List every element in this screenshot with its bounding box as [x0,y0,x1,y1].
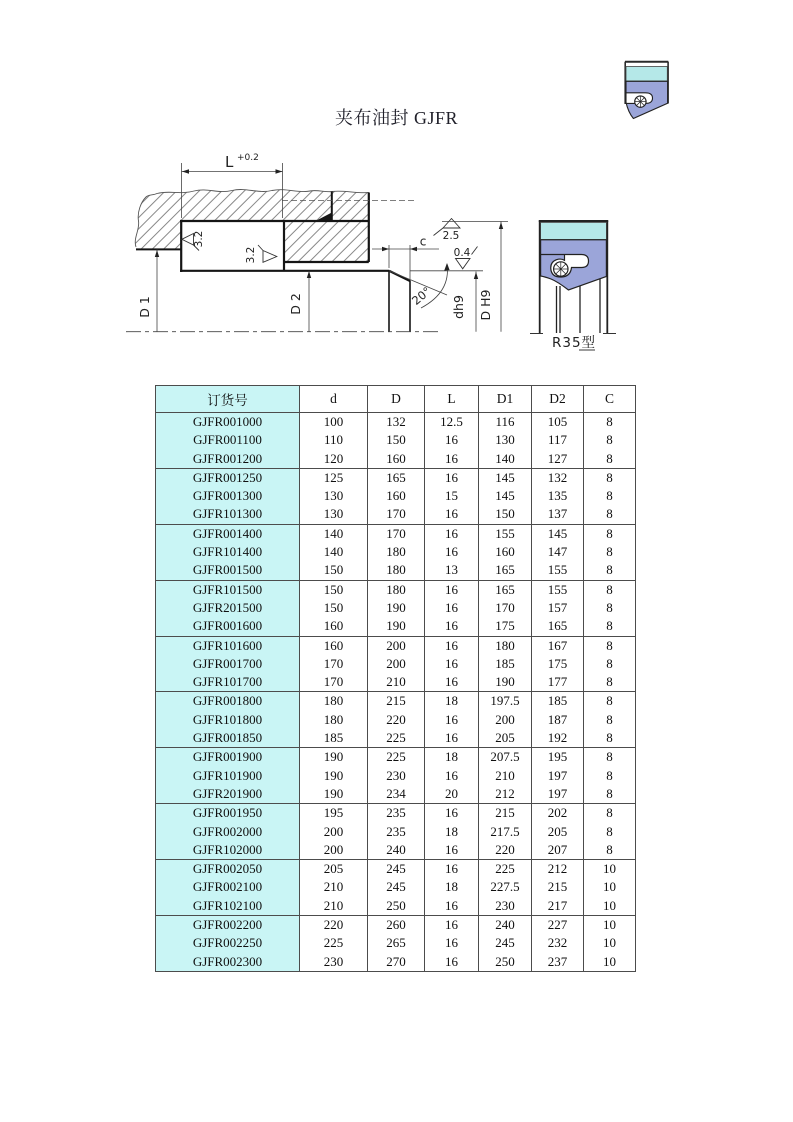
dimension-value-cell: 212 [532,860,584,879]
dimension-value-cell: 265 [368,934,425,952]
dimension-value-cell: 185 [479,655,532,673]
dimension-value-cell: 170 [368,524,425,543]
dimension-value-cell: 157 [532,599,584,617]
dimension-value-cell: 190 [300,767,368,785]
header-order-number: 订货号 [156,386,300,413]
dimension-value-cell: 160 [300,617,368,636]
dimension-value-cell: 225 [300,934,368,952]
table-row [156,823,636,841]
dimension-value-cell: 16 [425,729,479,748]
order-number-cell: GJFR102000 [156,841,300,860]
dimension-value-cell: 245 [368,860,425,879]
dimension-value-cell: 8 [584,580,636,599]
dimension-value-cell: 10 [584,878,636,896]
dimension-value-cell: 195 [532,748,584,767]
dimension-value-cell: 16 [425,655,479,673]
dimension-value-cell: 260 [368,916,425,935]
table-row [156,543,636,561]
dimension-value-cell: 18 [425,878,479,896]
dimension-value-cell: 16 [425,934,479,952]
roughness-groove-bottom [245,245,277,263]
dimension-value-cell: 150 [300,599,368,617]
order-number-cell: GJFR201500 [156,599,300,617]
dimension-value-cell: 190 [300,785,368,804]
dimension-value-cell: 8 [584,599,636,617]
svg-text:dh9: dh9 [451,295,466,319]
dimension-value-cell: 8 [584,748,636,767]
order-number-cell: GJFR001400 [156,524,300,543]
table-row [156,785,636,804]
dimension-value-cell: 234 [368,785,425,804]
table-body [156,413,636,972]
table-row [156,860,636,879]
dimension-value-cell: 200 [300,841,368,860]
svg-text:3.2: 3.2 [193,230,205,248]
dimension-value-cell: 18 [425,823,479,841]
order-number-cell: GJFR001300 [156,487,300,505]
dimension-value-cell: 235 [368,823,425,841]
dimension-value-cell: 105 [532,413,584,432]
dimension-value-cell: 145 [479,468,532,487]
dimension-value-cell: 170 [300,655,368,673]
dimension-value-cell: 205 [300,860,368,879]
dimension-value-cell: 132 [532,468,584,487]
page-title: 夹布油封 GJFR [334,108,459,128]
dimension-value-cell: 8 [584,767,636,785]
dimension-value-cell: 16 [425,711,479,729]
dimension-value-cell: 185 [300,729,368,748]
dimension-value-cell: 16 [425,580,479,599]
dimension-value-cell: 125 [300,468,368,487]
dimension-value-cell: 185 [532,692,584,711]
table-row [156,692,636,711]
order-number-cell: GJFR101600 [156,636,300,655]
logo-fabric-band [626,67,667,82]
table-row [156,878,636,896]
dimension-value-cell: 190 [479,673,532,692]
dimension-value-cell: 205 [532,823,584,841]
dimension-value-cell: 16 [425,599,479,617]
order-number-cell: GJFR001100 [156,431,300,449]
order-number-cell: GJFR001200 [156,450,300,469]
seal-type-label: R35型 [551,335,597,351]
dimension-value-cell: 16 [425,860,479,879]
order-number-cell: GJFR001600 [156,617,300,636]
dimension-value-cell: 180 [300,692,368,711]
dimension-value-cell: 140 [300,524,368,543]
svg-text:D 1: D 1 [137,296,152,318]
dimension-value-cell: 225 [368,729,425,748]
seal-profile-r35 [530,221,616,352]
svg-text:2.5: 2.5 [442,230,460,242]
table-row [156,934,636,952]
table-row [156,431,636,449]
dimension-value-cell: 117 [532,431,584,449]
dimension-value-cell: 170 [479,599,532,617]
dimension-value-cell: 130 [479,431,532,449]
dimension-value-cell: 240 [368,841,425,860]
dimension-value-cell: 210 [479,767,532,785]
dimension-value-cell: 18 [425,748,479,767]
dimension-dh9 [451,272,478,332]
dimension-value-cell: 207.5 [479,748,532,767]
dimension-value-cell: 130 [300,487,368,505]
dimension-value-cell: 175 [532,655,584,673]
dimension-value-cell: 16 [425,636,479,655]
dimension-D2 [288,271,311,332]
dimension-value-cell: 170 [368,505,425,524]
order-number-cell: GJFR101300 [156,505,300,524]
spec-table [155,385,636,972]
dimension-value-cell: 135 [532,487,584,505]
dimension-value-cell: 16 [425,953,479,972]
dimension-value-cell: 227 [532,916,584,935]
dimension-value-cell: 170 [300,673,368,692]
dimension-value-cell: 200 [368,636,425,655]
dimension-value-cell: 200 [368,655,425,673]
seal-fabric-band [541,223,607,240]
dimension-value-cell: 225 [368,748,425,767]
dimension-value-cell: 150 [368,431,425,449]
table-row [156,413,636,432]
table-row [156,655,636,673]
dimension-value-cell: 8 [584,431,636,449]
table-row [156,524,636,543]
table-row [156,673,636,692]
dimension-value-cell: 190 [300,748,368,767]
table-row [156,953,636,972]
dimension-value-cell: 165 [368,468,425,487]
order-number-cell: GJFR001900 [156,748,300,767]
dimension-value-cell: 8 [584,561,636,580]
table-row [156,804,636,823]
dimension-value-cell: 110 [300,431,368,449]
dimension-value-cell: 187 [532,711,584,729]
order-number-cell: GJFR001250 [156,468,300,487]
seal-body [541,240,607,290]
order-number-cell: GJFR101400 [156,543,300,561]
table-row [156,450,636,469]
dimension-value-cell: 8 [584,413,636,432]
dimension-value-cell: 20 [425,785,479,804]
order-number-cell: GJFR101800 [156,711,300,729]
dimension-value-cell: 120 [300,450,368,469]
dimension-value-cell: 8 [584,692,636,711]
svg-text:20°: 20° [409,284,434,308]
order-number-cell: GJFR201900 [156,785,300,804]
dimension-value-cell: 16 [425,916,479,935]
dimension-value-cell: 8 [584,711,636,729]
dimension-value-cell: 197 [532,785,584,804]
table-row [156,841,636,860]
order-number-cell: GJFR002250 [156,934,300,952]
dimension-value-cell: 250 [368,897,425,916]
dimension-value-cell: 16 [425,543,479,561]
dimension-value-cell: 192 [532,729,584,748]
dimension-value-cell: 160 [368,487,425,505]
dimension-value-cell: 8 [584,823,636,841]
header-D2: D2 [532,386,584,413]
dimension-value-cell: 240 [479,916,532,935]
dimension-value-cell: 200 [300,823,368,841]
dimension-value-cell: 100 [300,413,368,432]
dimension-value-cell: 16 [425,450,479,469]
table-row [156,487,636,505]
order-number-cell: GJFR002000 [156,823,300,841]
header-L: L [425,386,479,413]
dimension-value-cell: 165 [479,561,532,580]
dimension-value-cell: 160 [300,636,368,655]
dimension-value-cell: 202 [532,804,584,823]
order-number-cell: GJFR002100 [156,878,300,896]
dimension-value-cell: 212 [479,785,532,804]
table-row [156,729,636,748]
dimension-value-cell: 8 [584,785,636,804]
dimension-value-cell: 8 [584,450,636,469]
dimension-value-cell: 215 [479,804,532,823]
dimension-value-cell: 167 [532,636,584,655]
header-C: C [584,386,636,413]
table-row [156,916,636,935]
dimension-value-cell: 10 [584,916,636,935]
dimension-value-cell: 235 [368,804,425,823]
dimension-value-cell: 155 [479,524,532,543]
oil-seal-logo-icon [617,55,679,127]
table-row [156,711,636,729]
dimension-value-cell: 132 [368,413,425,432]
order-number-cell: GJFR001000 [156,413,300,432]
dimension-value-cell: 16 [425,617,479,636]
dimension-value-cell: 230 [479,897,532,916]
dimension-value-cell: 145 [479,487,532,505]
dimension-value-cell: 205 [479,729,532,748]
dimension-value-cell: 217 [532,897,584,916]
dimension-value-cell: 245 [479,934,532,952]
logo-spring-cross [635,96,646,107]
dimension-value-cell: 18 [425,692,479,711]
dim-L-tolerance: +0.2 [237,153,259,163]
dimension-value-cell: 210 [300,897,368,916]
dimension-value-cell: 165 [479,580,532,599]
table-row [156,505,636,524]
dimension-value-cell: 8 [584,505,636,524]
dimension-value-cell: 10 [584,860,636,879]
dimension-value-cell: 155 [532,561,584,580]
dimension-value-cell: 8 [584,617,636,636]
dimension-value-cell: 160 [479,543,532,561]
dimension-D1 [137,250,159,332]
dimension-value-cell: 220 [300,916,368,935]
logo-seal-body [626,81,668,118]
header-D1: D1 [479,386,532,413]
table-row [156,561,636,580]
order-number-cell: GJFR002300 [156,953,300,972]
dimension-value-cell: 195 [300,804,368,823]
table-row [156,767,636,785]
order-number-cell: GJFR102100 [156,897,300,916]
table-row [156,599,636,617]
table-row [156,748,636,767]
order-number-cell: GJFR001700 [156,655,300,673]
dimension-value-cell: 15 [425,487,479,505]
dimension-value-cell: 16 [425,468,479,487]
order-number-cell: GJFR101900 [156,767,300,785]
order-number-cell: GJFR002050 [156,860,300,879]
dimension-value-cell: 8 [584,729,636,748]
order-number-cell: GJFR001500 [156,561,300,580]
roughness-shaft [454,247,478,269]
table-row [156,580,636,599]
roughness-groove-side [182,231,205,251]
dimension-value-cell: 150 [300,561,368,580]
dimension-value-cell: 197 [532,767,584,785]
dimension-value-cell: 215 [368,692,425,711]
dimension-value-cell: 237 [532,953,584,972]
dimension-value-cell: 200 [479,711,532,729]
dimension-value-cell: 8 [584,673,636,692]
dimension-value-cell: 150 [479,505,532,524]
dimension-value-cell: 175 [479,617,532,636]
dimension-value-cell: 220 [479,841,532,860]
dimension-value-cell: 225 [479,860,532,879]
dimension-value-cell: 10 [584,953,636,972]
table-row [156,617,636,636]
seal-spring-cross [554,262,568,276]
table-row [156,468,636,487]
dimension-value-cell: 8 [584,524,636,543]
dimension-value-cell: 180 [300,711,368,729]
dimension-value-cell: 210 [300,878,368,896]
svg-text:D H9: D H9 [478,289,493,321]
dimension-value-cell: 177 [532,673,584,692]
dimension-value-cell: 230 [368,767,425,785]
order-number-cell: GJFR002200 [156,916,300,935]
dimension-value-cell: 8 [584,841,636,860]
dimension-value-cell: 130 [300,505,368,524]
dimension-angle [389,263,483,308]
order-number-cell: GJFR101500 [156,580,300,599]
dimension-value-cell: 180 [479,636,532,655]
housing-shoulder [284,221,369,262]
dimension-value-cell: 180 [368,561,425,580]
dimension-value-cell: 16 [425,524,479,543]
dim-c-label: c [419,234,427,249]
dimension-value-cell: 145 [532,524,584,543]
dimension-value-cell: 16 [425,505,479,524]
dimension-value-cell: 190 [368,599,425,617]
header-d: d [300,386,368,413]
dimension-value-cell: 190 [368,617,425,636]
roughness-bore [434,219,461,243]
dimension-value-cell: 116 [479,413,532,432]
dimension-value-cell: 127 [532,450,584,469]
dimension-value-cell: 8 [584,804,636,823]
header-D: D [368,386,425,413]
dimension-value-cell: 245 [368,878,425,896]
dimension-value-cell: 220 [368,711,425,729]
dimension-value-cell: 10 [584,897,636,916]
table-row [156,636,636,655]
dim-L-label: L [225,153,234,171]
svg-text:3.2: 3.2 [245,246,257,264]
dimension-value-cell: 16 [425,897,479,916]
dimension-value-cell: 8 [584,543,636,561]
dimension-value-cell: 140 [300,543,368,561]
dimension-value-cell: 8 [584,655,636,673]
dimension-value-cell: 160 [368,450,425,469]
technical-drawing [110,150,640,360]
dimension-value-cell: 137 [532,505,584,524]
dimension-value-cell: 10 [584,934,636,952]
dimension-value-cell: 150 [300,580,368,599]
dimension-value-cell: 16 [425,804,479,823]
dimension-value-cell: 232 [532,934,584,952]
table-header-row [156,386,636,413]
dimension-value-cell: 207 [532,841,584,860]
dimension-value-cell: 8 [584,636,636,655]
dimension-value-cell: 140 [479,450,532,469]
dimension-value-cell: 147 [532,543,584,561]
svg-text:D 2: D 2 [288,293,303,315]
dimension-value-cell: 8 [584,468,636,487]
dimension-value-cell: 230 [300,953,368,972]
order-number-cell: GJFR001850 [156,729,300,748]
dimension-value-cell: 270 [368,953,425,972]
table-row [156,897,636,916]
dimension-value-cell: 250 [479,953,532,972]
dimension-value-cell: 16 [425,673,479,692]
dimension-value-cell: 16 [425,431,479,449]
dimension-value-cell: 180 [368,543,425,561]
dimension-value-cell: 12.5 [425,413,479,432]
dimension-value-cell: 215 [532,878,584,896]
svg-text:0.4: 0.4 [453,247,471,259]
order-number-cell: GJFR101700 [156,673,300,692]
dimension-value-cell: 197.5 [479,692,532,711]
dimension-value-cell: 8 [584,487,636,505]
dimension-value-cell: 210 [368,673,425,692]
dimension-value-cell: 16 [425,841,479,860]
dimension-value-cell: 155 [532,580,584,599]
dimension-value-cell: 16 [425,767,479,785]
order-number-cell: GJFR001800 [156,692,300,711]
dimension-value-cell: 13 [425,561,479,580]
dimension-value-cell: 227.5 [479,878,532,896]
dimension-value-cell: 180 [368,580,425,599]
dimension-value-cell: 217.5 [479,823,532,841]
dimension-value-cell: 165 [532,617,584,636]
order-number-cell: GJFR001950 [156,804,300,823]
